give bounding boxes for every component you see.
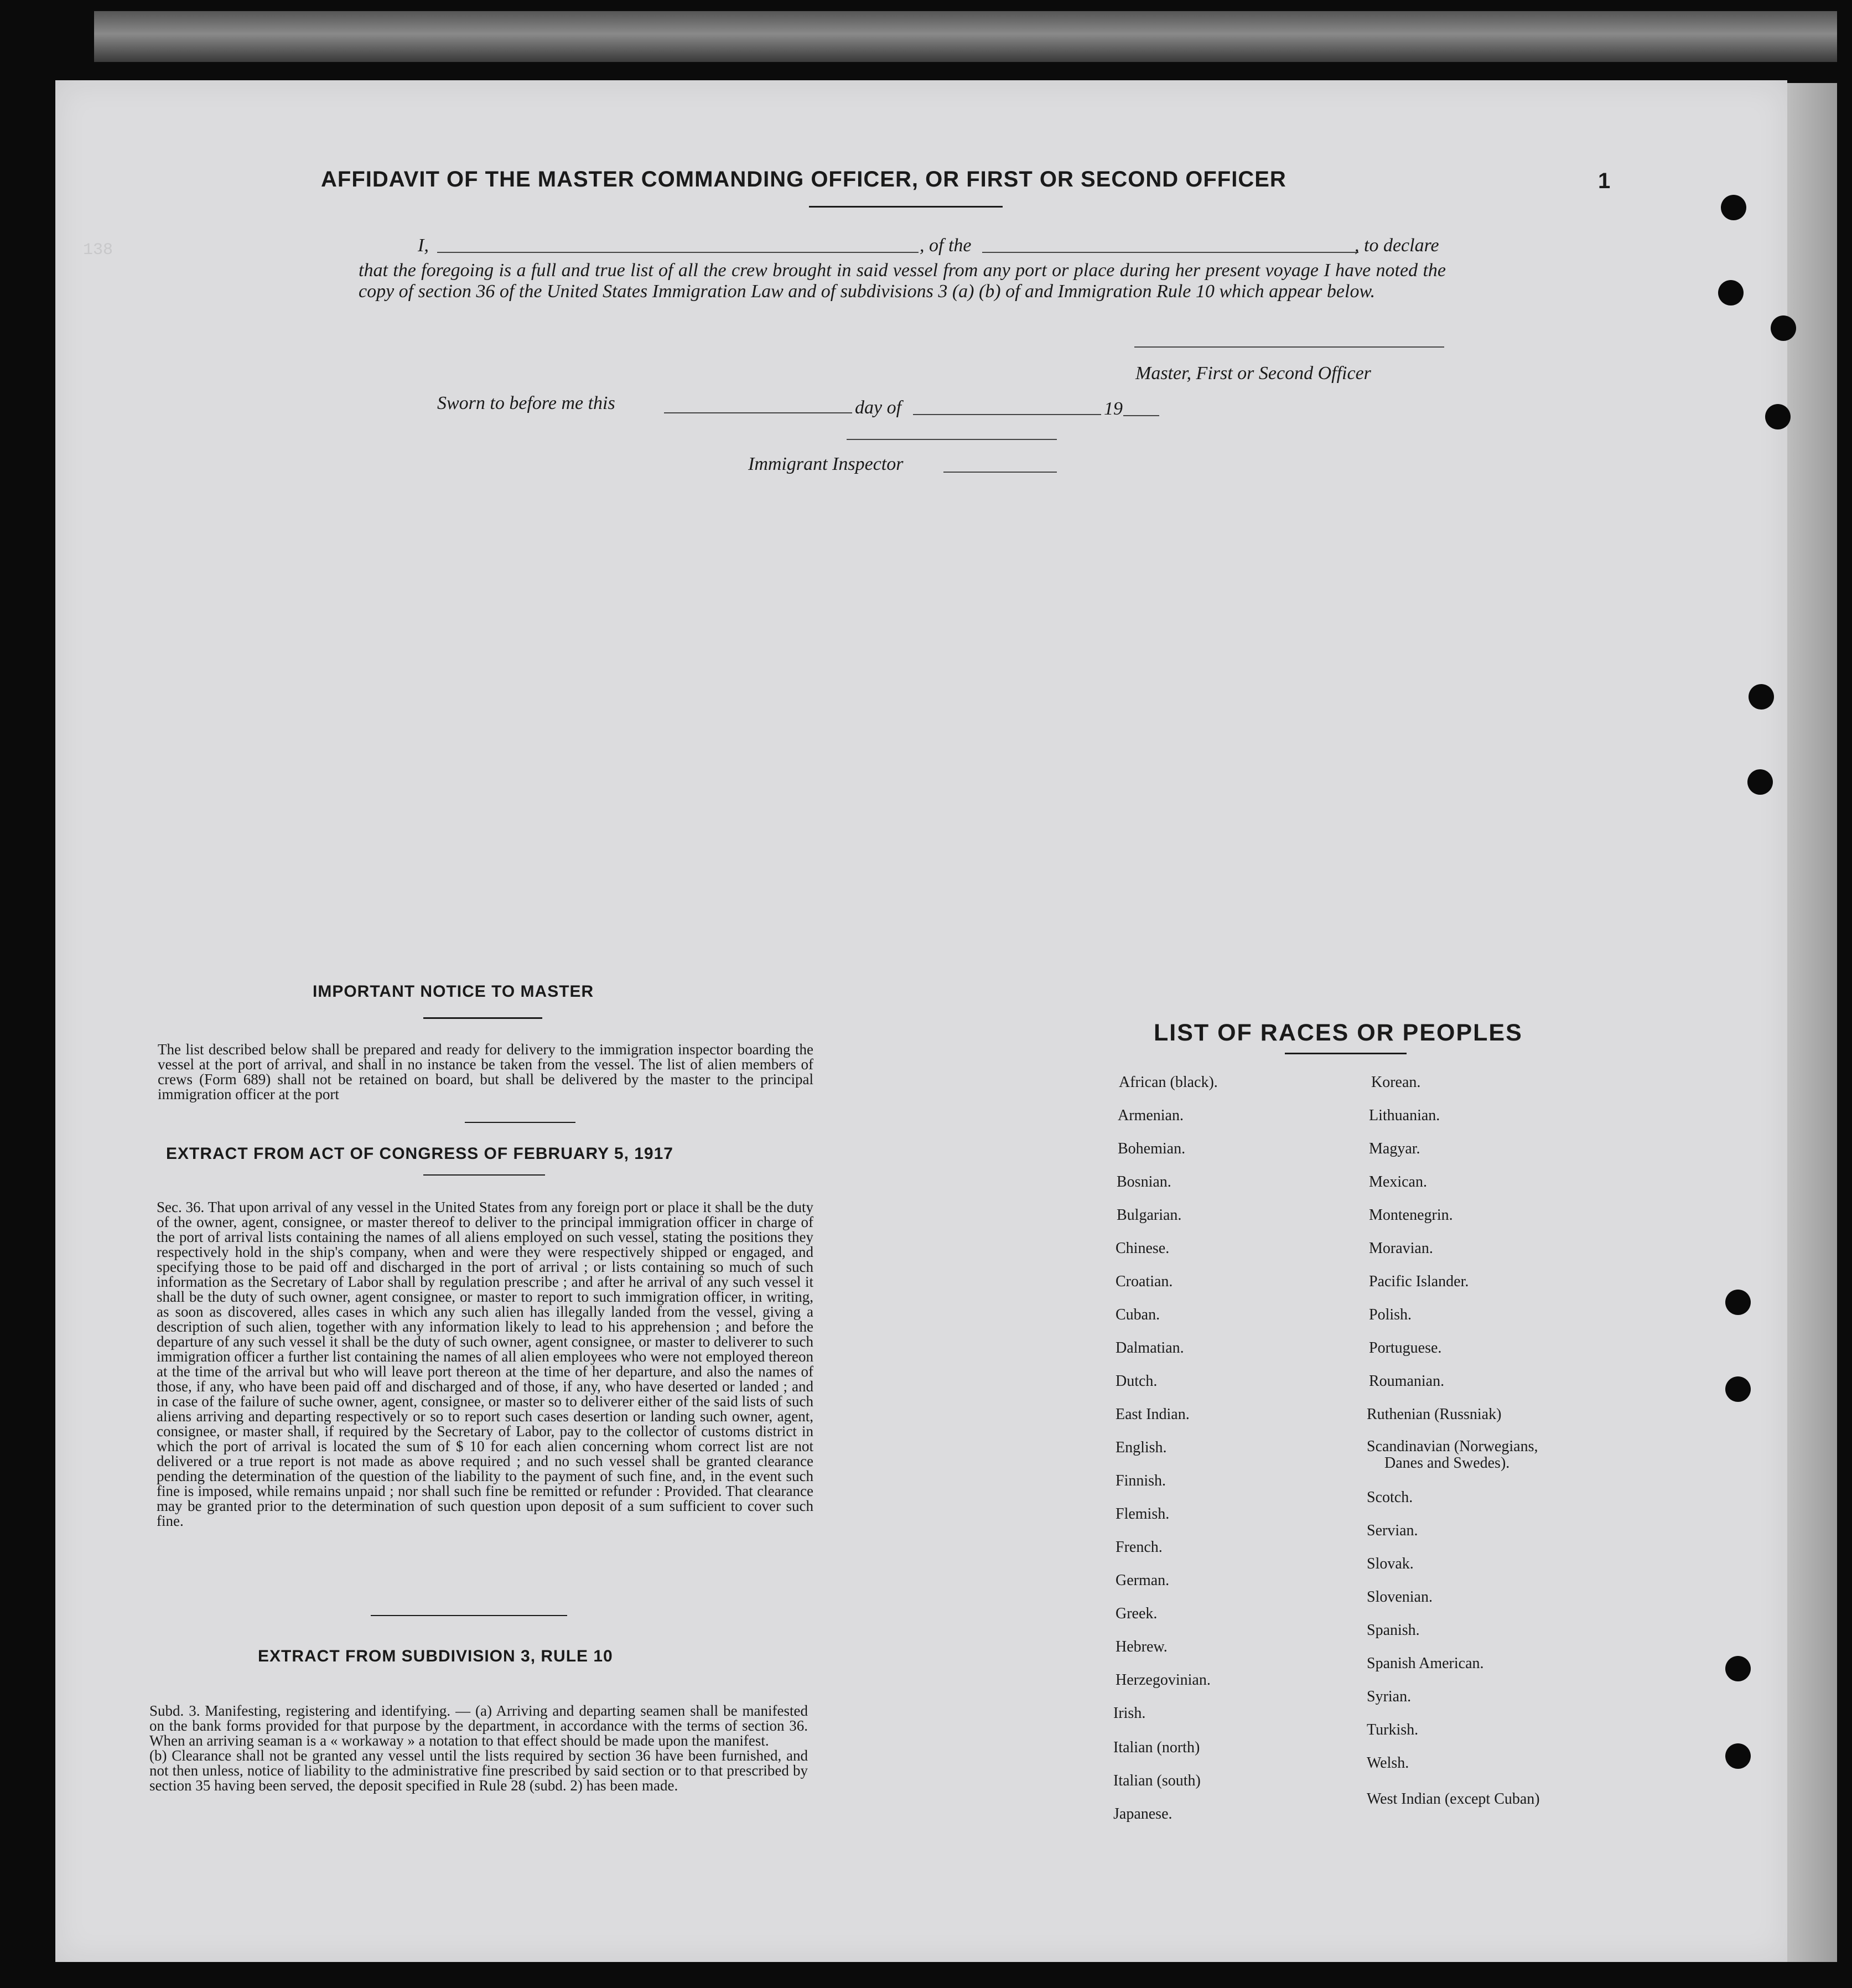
declarant-name-line[interactable] [437,252,919,253]
race-item: Magyar. [1369,1140,1420,1157]
notice-underline [423,1017,542,1019]
race-item: Croatian. [1116,1273,1173,1290]
race-item: Bosnian. [1117,1173,1171,1190]
inspector-signature-line[interactable] [847,439,1057,440]
notice-title: IMPORTANT NOTICE TO MASTER [313,982,594,1001]
race-item: Italian (north) [1113,1739,1200,1756]
race-item: German. [1116,1572,1170,1589]
act-extract-text: Sec. 36. That upon arrival of any vessel in the United States from any foreign port or place it shall be the duty of the owner, agent, consignee, or master thereof to deliver to the principal immigration officer in charge of the port of arrival lists containing the names of all aliens employed on such vessel, stating the positions they respectively hold in the ship's company, when and were they were respectively shipped or engaged, and specifying those to be paid off and discharged in the port of arrival ; or lists containing so much of such information as the Secretary of Labor shall by regulation prescribe ; and after he arrival of any such vessel it shall be the duty of such owner, agent consignee, or master to report to such immigration officer, in writing, as soon as discovered, alles cases in which any such alien has illegally landed from the vessel, giving a description of such alien, together with any information likely to lead to his apprehension ; and before the departure of any such vessel it shall be the duty of such owner, agent consignee, or master to deliverer to such immigration officer a further list containing the names of all alien employees who were not employed thereon at the time of the arrival but who will leave port thereon at the time of her departure, and also the names of those, if any, who have been paid off and discharged and of those, if any, who have deserted or landed ; and in case of the failure of suche owner, agent, consignee, or master so to deliverer either of the said lists of such aliens arriving and departing respectively or so to report such cases desertion or landing such owner, agent, consignee, or master shall, if required by the Secretary of Labor, pay to the collector of customs district in which the port of arrival is located the sum of $ 10 for each alien concerning whom correct list are not delivered or a true report is not made as above required ; and no such vessel shall be granted clearance pending the determination of the question of the liability to the payment of such fine, and, in the event such fine is imposed, while remains unpaid ; nor shall such fine be remitted or refunder : Provided. That clearance may be granted prior to the determination of such question upon deposit of a sum sufficient to cover such fine. [157,1199,813,1529]
inspector-name-line[interactable] [943,472,1057,473]
sworn-label: Sworn to before me this [437,393,615,413]
page-number: 1 [1598,169,1611,193]
race-item: Hebrew. [1116,1638,1168,1655]
races-title: LIST OF RACES OR PEOPLES [1154,1019,1523,1046]
race-item: Italian (south) [1113,1772,1201,1789]
race-item: Chinese. [1116,1240,1170,1257]
rule-extract-text-a: Subd. 3. Manifesting, registering and identifying. — (a) Arriving and departing seamen shall be manifested on the bank forms provided for that purpose by the department, in accordance with the terms of section 36. When an arriving seaman is a « workaway » a notation to that effect should be made upon the manifest. [149,1702,808,1749]
race-item: Bohemian. [1118,1140,1186,1157]
race-item: Irish. [1113,1705,1146,1722]
sworn-month-line[interactable] [913,414,1101,415]
punch-hole [1765,404,1791,429]
punch-hole [1725,1290,1751,1315]
race-item: Pacific Islander. [1369,1273,1469,1290]
races-title-underline [1285,1053,1407,1054]
rule-extract-title: EXTRACT FROM SUBDIVISION 3, RULE 10 [258,1647,613,1665]
race-item: Slovak. [1367,1555,1414,1572]
race-item: Dalmatian. [1116,1339,1184,1357]
vessel-name-line[interactable] [982,252,1358,253]
race-item: Cuban. [1116,1306,1160,1323]
race-item: Armenian. [1118,1107,1184,1124]
signature-line[interactable] [1134,346,1444,348]
race-item: Syrian. [1367,1688,1412,1705]
punch-hole [1725,1743,1751,1769]
document-page [55,80,1787,1962]
notice-rule [465,1122,575,1123]
race-item: Herzegovinian. [1116,1671,1211,1689]
race-item: Slovenian. [1367,1588,1433,1606]
race-item: Dutch. [1116,1373,1158,1390]
race-item: Welsh. [1367,1754,1409,1772]
act-extract-title: EXTRACT FROM ACT OF CONGRESS OF FEBRUARY 5, 1917 [166,1145,673,1163]
race-item: Montenegrin. [1369,1207,1453,1224]
race-item: Bulgarian. [1117,1207,1182,1224]
race-item: Scotch. [1367,1489,1413,1506]
race-item: Roumanian. [1369,1373,1445,1390]
race-item: East Indian. [1116,1406,1190,1423]
act-extract-underline [423,1174,545,1176]
race-item: Servian. [1367,1522,1418,1539]
race-item: Spanish American. [1367,1655,1484,1672]
punch-hole [1725,1376,1751,1402]
declarant-label: I, [418,235,429,256]
race-item: West Indian (except Cuban) [1367,1790,1540,1808]
race-item: Lithuanian. [1369,1107,1440,1124]
year-prefix: 19 [1104,398,1123,419]
affidavit-title: AFFIDAVIT OF THE MASTER COMMANDING OFFICER, OR FIRST OR SECOND OFFICER [321,167,1286,191]
race-item: Mexican. [1369,1173,1427,1190]
race-item: English. [1116,1439,1167,1456]
binding-strip [1787,83,1837,1962]
race-item: Japanese. [1113,1805,1173,1823]
punch-hole [1749,684,1774,710]
act-extract-end-rule [371,1615,567,1616]
bleed-through-text: 138 [83,241,113,260]
signature-label: Master, First or Second Officer [1135,363,1371,384]
sworn-day-line[interactable] [664,412,852,413]
race-item: French. [1116,1539,1163,1556]
race-item: Greek. [1116,1605,1158,1622]
race-item: African (black). [1119,1074,1218,1091]
title-underline [809,206,1003,208]
race-item: Korean. [1371,1074,1421,1091]
day-of-label: day of [855,397,902,418]
of-the-label: , of the [920,235,972,256]
punch-hole [1718,280,1744,306]
race-item: Finnish. [1116,1472,1166,1489]
punch-hole [1721,195,1746,220]
race-item: Scandinavian (Norwegians, [1367,1438,1538,1455]
affidavit-body-text: that the foregoing is a full and true list of all the crew brought in said vessel from any port or place during her present voyage I have noted the copy of section 36 of the United States Immigration Law and of subdivisions 3 (a) (b) of and Immigration Rule 10 which appear below. [359,260,1446,302]
punch-hole [1725,1656,1751,1681]
punch-hole [1771,315,1796,341]
notice-text-block [158,1042,813,1102]
to-declare-label: , to declare [1355,235,1439,256]
notice-text: The list described below shall be prepared and ready for delivery to the immigration inspector boarding the vessel at the port of arrival, and shall in no instance be taken from the vessel. The list of alien members of crews (Form 689) shall not be retained on board, but shall be delivered by the master to the principal immigration officer at the port [158,1041,813,1102]
sworn-year-line[interactable] [1123,415,1159,416]
rule-extract-block [149,1704,808,1793]
act-extract-block [157,1200,813,1529]
race-item: Ruthenian (Russniak) [1367,1406,1502,1423]
race-item: Turkish. [1367,1721,1419,1738]
rule-extract-text-b: (b) Clearance shall not be granted any vessel until the lists required by section 36 have been furnished, and not then unless, notice of liability to the administrative fine prescribed by said section or to that prescribed by section 35 having been served, the deposit specified in Rule 28 (subd. 2) has been made. [149,1747,808,1794]
scanner-top-bar [94,11,1837,62]
inspector-label: Immigrant Inspector [748,454,904,474]
punch-hole [1747,769,1773,795]
affidavit-body [359,260,1446,302]
race-item: Portuguese. [1369,1339,1442,1357]
race-item: Polish. [1369,1306,1412,1323]
race-item: Moravian. [1369,1240,1433,1257]
race-item: Spanish. [1367,1622,1420,1639]
race-item: Flemish. [1116,1505,1170,1523]
race-item: Danes and Swedes). [1384,1454,1510,1472]
